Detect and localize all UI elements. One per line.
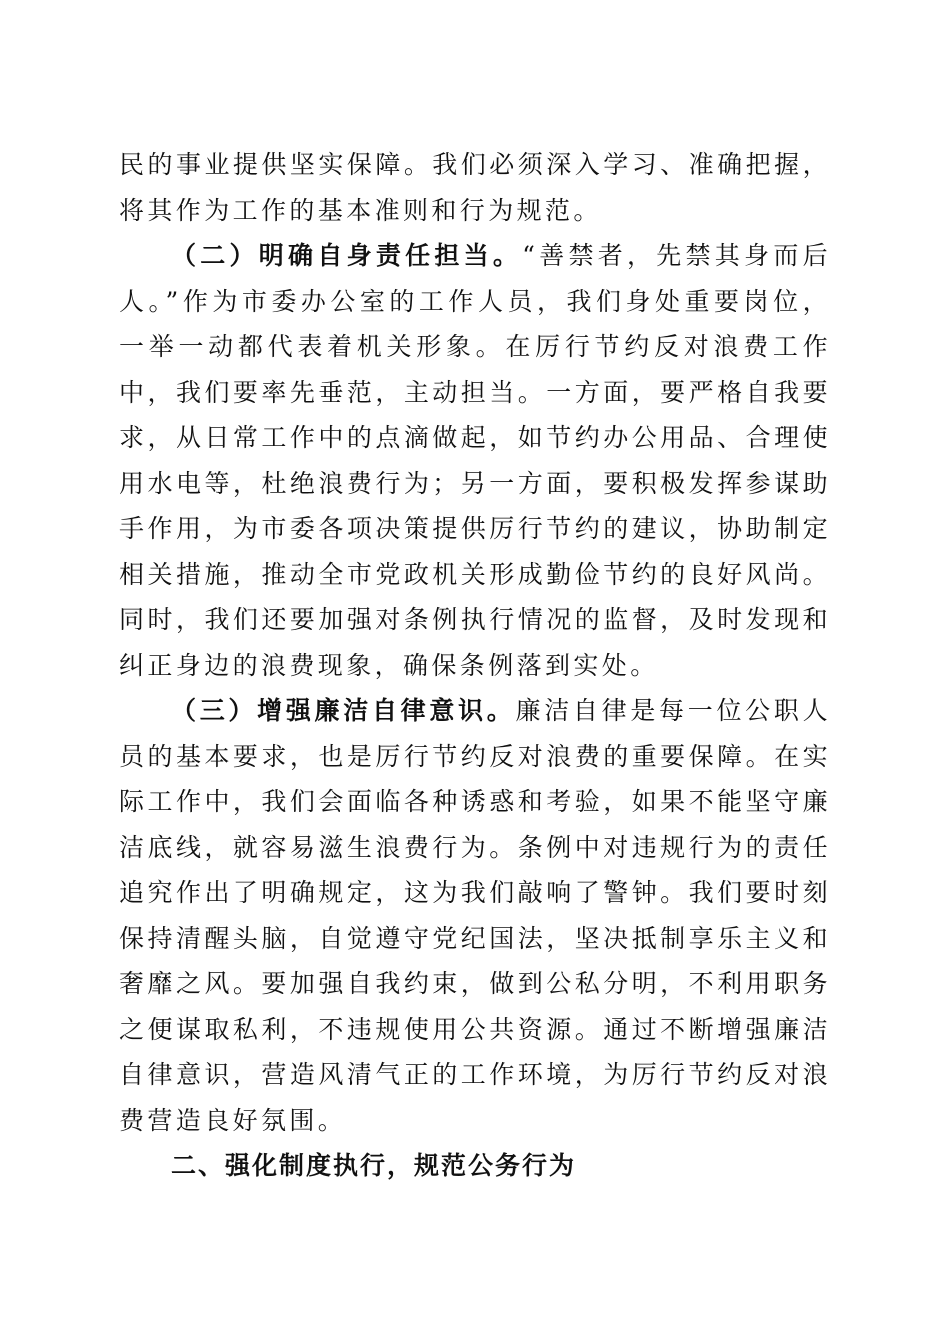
paragraph-continuation — [119, 142, 831, 233]
document-body — [119, 142, 831, 1189]
paragraph-integrity-text: 廉洁自律是每一位公职人员的基本要求，也是厉行节约反对浪费的重要保障。在实际工作中，我们会面临各种诱惑和考验，如果不能坚守廉洁底线，就容易滋生浪费行为。条例中对违规行为的责任追究作出了明确规定，这为我们敲响了警钟。我们要时刻保持清醒头脑，自觉遵守党纪国法，坚决抵制享乐主义和奢靡之风。要加强自我约束，做到公私分明，不利用职务之便谋取私利，不违规使用公共资源。通过不断增强廉洁自律意识，营造风清气正的工作环境，为厉行节约反对浪费营造良好氛围。 — [119, 696, 831, 1135]
paragraph-integrity-heading: （三）增强廉洁自律意识。 — [171, 696, 516, 725]
section-heading: 二、强化制度执行，规范公务行为 — [171, 1151, 577, 1180]
paragraph-integrity — [119, 688, 831, 1143]
paragraph-continuation-text: 民的事业提供坚实保障。我们必须深入学习、准确把握，将其作为工作的基本准则和行为规范。 — [119, 150, 831, 225]
paragraph-responsibility-text: “善禁者，先禁其身而后人。”作为市委办公室的工作人员，我们身处重要岗位，一举一动都代表着机关形象。在厉行节约反对浪费工作中，我们要率先垂范，主动担当。一方面，要严格自我要求，从日常工作中的点滴做起，如节约办公用品、合理使用水电等，杜绝浪费行为；另一方面，要积极发挥参谋助手作用，为市委各项决策提供厉行节约的建议，协助制定相关措施，推动全市党政机关形成勤俭节约的良好风尚。同时，我们还要加强对条例执行情况的监督，及时发现和纠正身边的浪费现象，确保条例落到实处。 — [119, 241, 831, 680]
paragraph-responsibility-heading: （二）明确自身责任担当。 — [171, 241, 523, 270]
paragraph-responsibility — [119, 233, 831, 688]
